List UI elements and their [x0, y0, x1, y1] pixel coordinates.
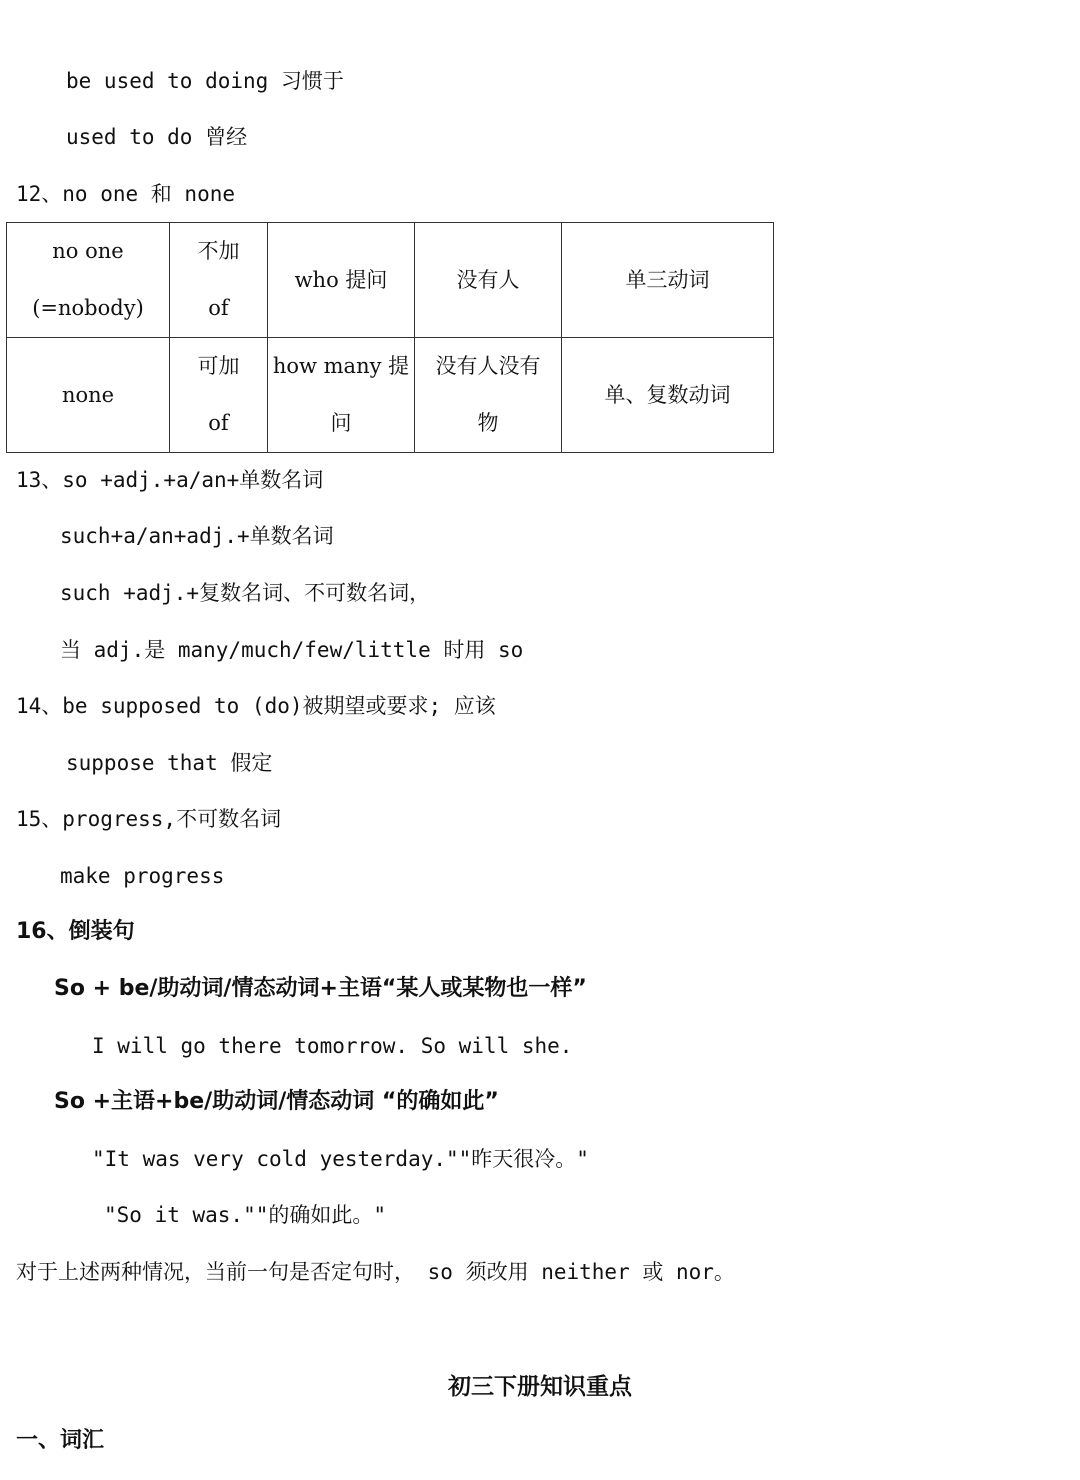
line-such-plural: such +adj.+复数名词、不可数名词， [60, 581, 431, 605]
table-cell [170, 223, 268, 338]
line-make-progress: make progress [60, 864, 225, 888]
cell-text: (=nobody) [32, 296, 144, 320]
table-cell: 单、复数动词 [562, 338, 774, 453]
table-cell: who 提问 [268, 223, 415, 338]
line-suppose-that: suppose that 假定 [66, 751, 273, 775]
table-row [7, 223, 774, 338]
cell-text: 不加 [197, 239, 240, 263]
table-cell: 没有人 [415, 223, 562, 338]
heading-vocabulary: 一、词汇 [16, 1428, 105, 1453]
table-cell [268, 338, 415, 453]
cell-text: 没有人没有 [435, 354, 541, 378]
line-adj-so: 当 adj.是 many/much/few/little 时用 so [60, 638, 524, 662]
cell-text: 问 [330, 411, 352, 435]
line-example-2b: "So it was.""的确如此。" [104, 1203, 387, 1227]
table-cell [7, 223, 170, 338]
table-cell [170, 338, 268, 453]
table-cell: none [7, 338, 170, 453]
cell-text: no one [52, 239, 124, 263]
cell-text: 物 [477, 411, 499, 435]
line-inversion-rule-1: So + be/助动词/情态动词+主语“某人或某物也一样” [54, 976, 587, 1001]
line-such-singular: such+a/an+adj.+单数名词 [60, 524, 334, 548]
line-inversion-rule-2: So +主语+be/助动词/情态动词 “的确如此” [54, 1089, 499, 1114]
comparison-table [6, 222, 774, 453]
table-cell: 单三动词 [562, 223, 774, 338]
line-negative-note: 对于上述两种情况，当前一句是否定句时， so 须改用 neither 或 nor。 [16, 1260, 735, 1284]
heading-15: 15、progress,不可数名词 [16, 807, 282, 831]
cell-text: of [208, 411, 229, 435]
heading-12: 12、no one 和 none [16, 182, 236, 206]
cell-text: of [208, 296, 229, 320]
table-cell [415, 338, 562, 453]
heading-14: 14、be supposed to (do)被期望或要求; 应该 [16, 694, 496, 718]
heading-16: 16、倒装句 [16, 919, 135, 944]
line-example-1: I will go there tomorrow. So will she. [92, 1034, 573, 1058]
section-title: 初三下册知识重点 [448, 1374, 632, 1400]
line-be-used-to-doing: be used to doing 习惯于 [66, 69, 344, 93]
cell-text: how many 提 [272, 354, 410, 378]
table-row [7, 338, 774, 453]
line-used-to-do: used to do 曾经 [66, 125, 248, 149]
cell-text: 可加 [197, 354, 240, 378]
line-example-2a: "It was very cold yesterday.""昨天很冷。" [92, 1147, 589, 1171]
heading-13: 13、so +adj.+a/an+单数名词 [16, 468, 324, 492]
